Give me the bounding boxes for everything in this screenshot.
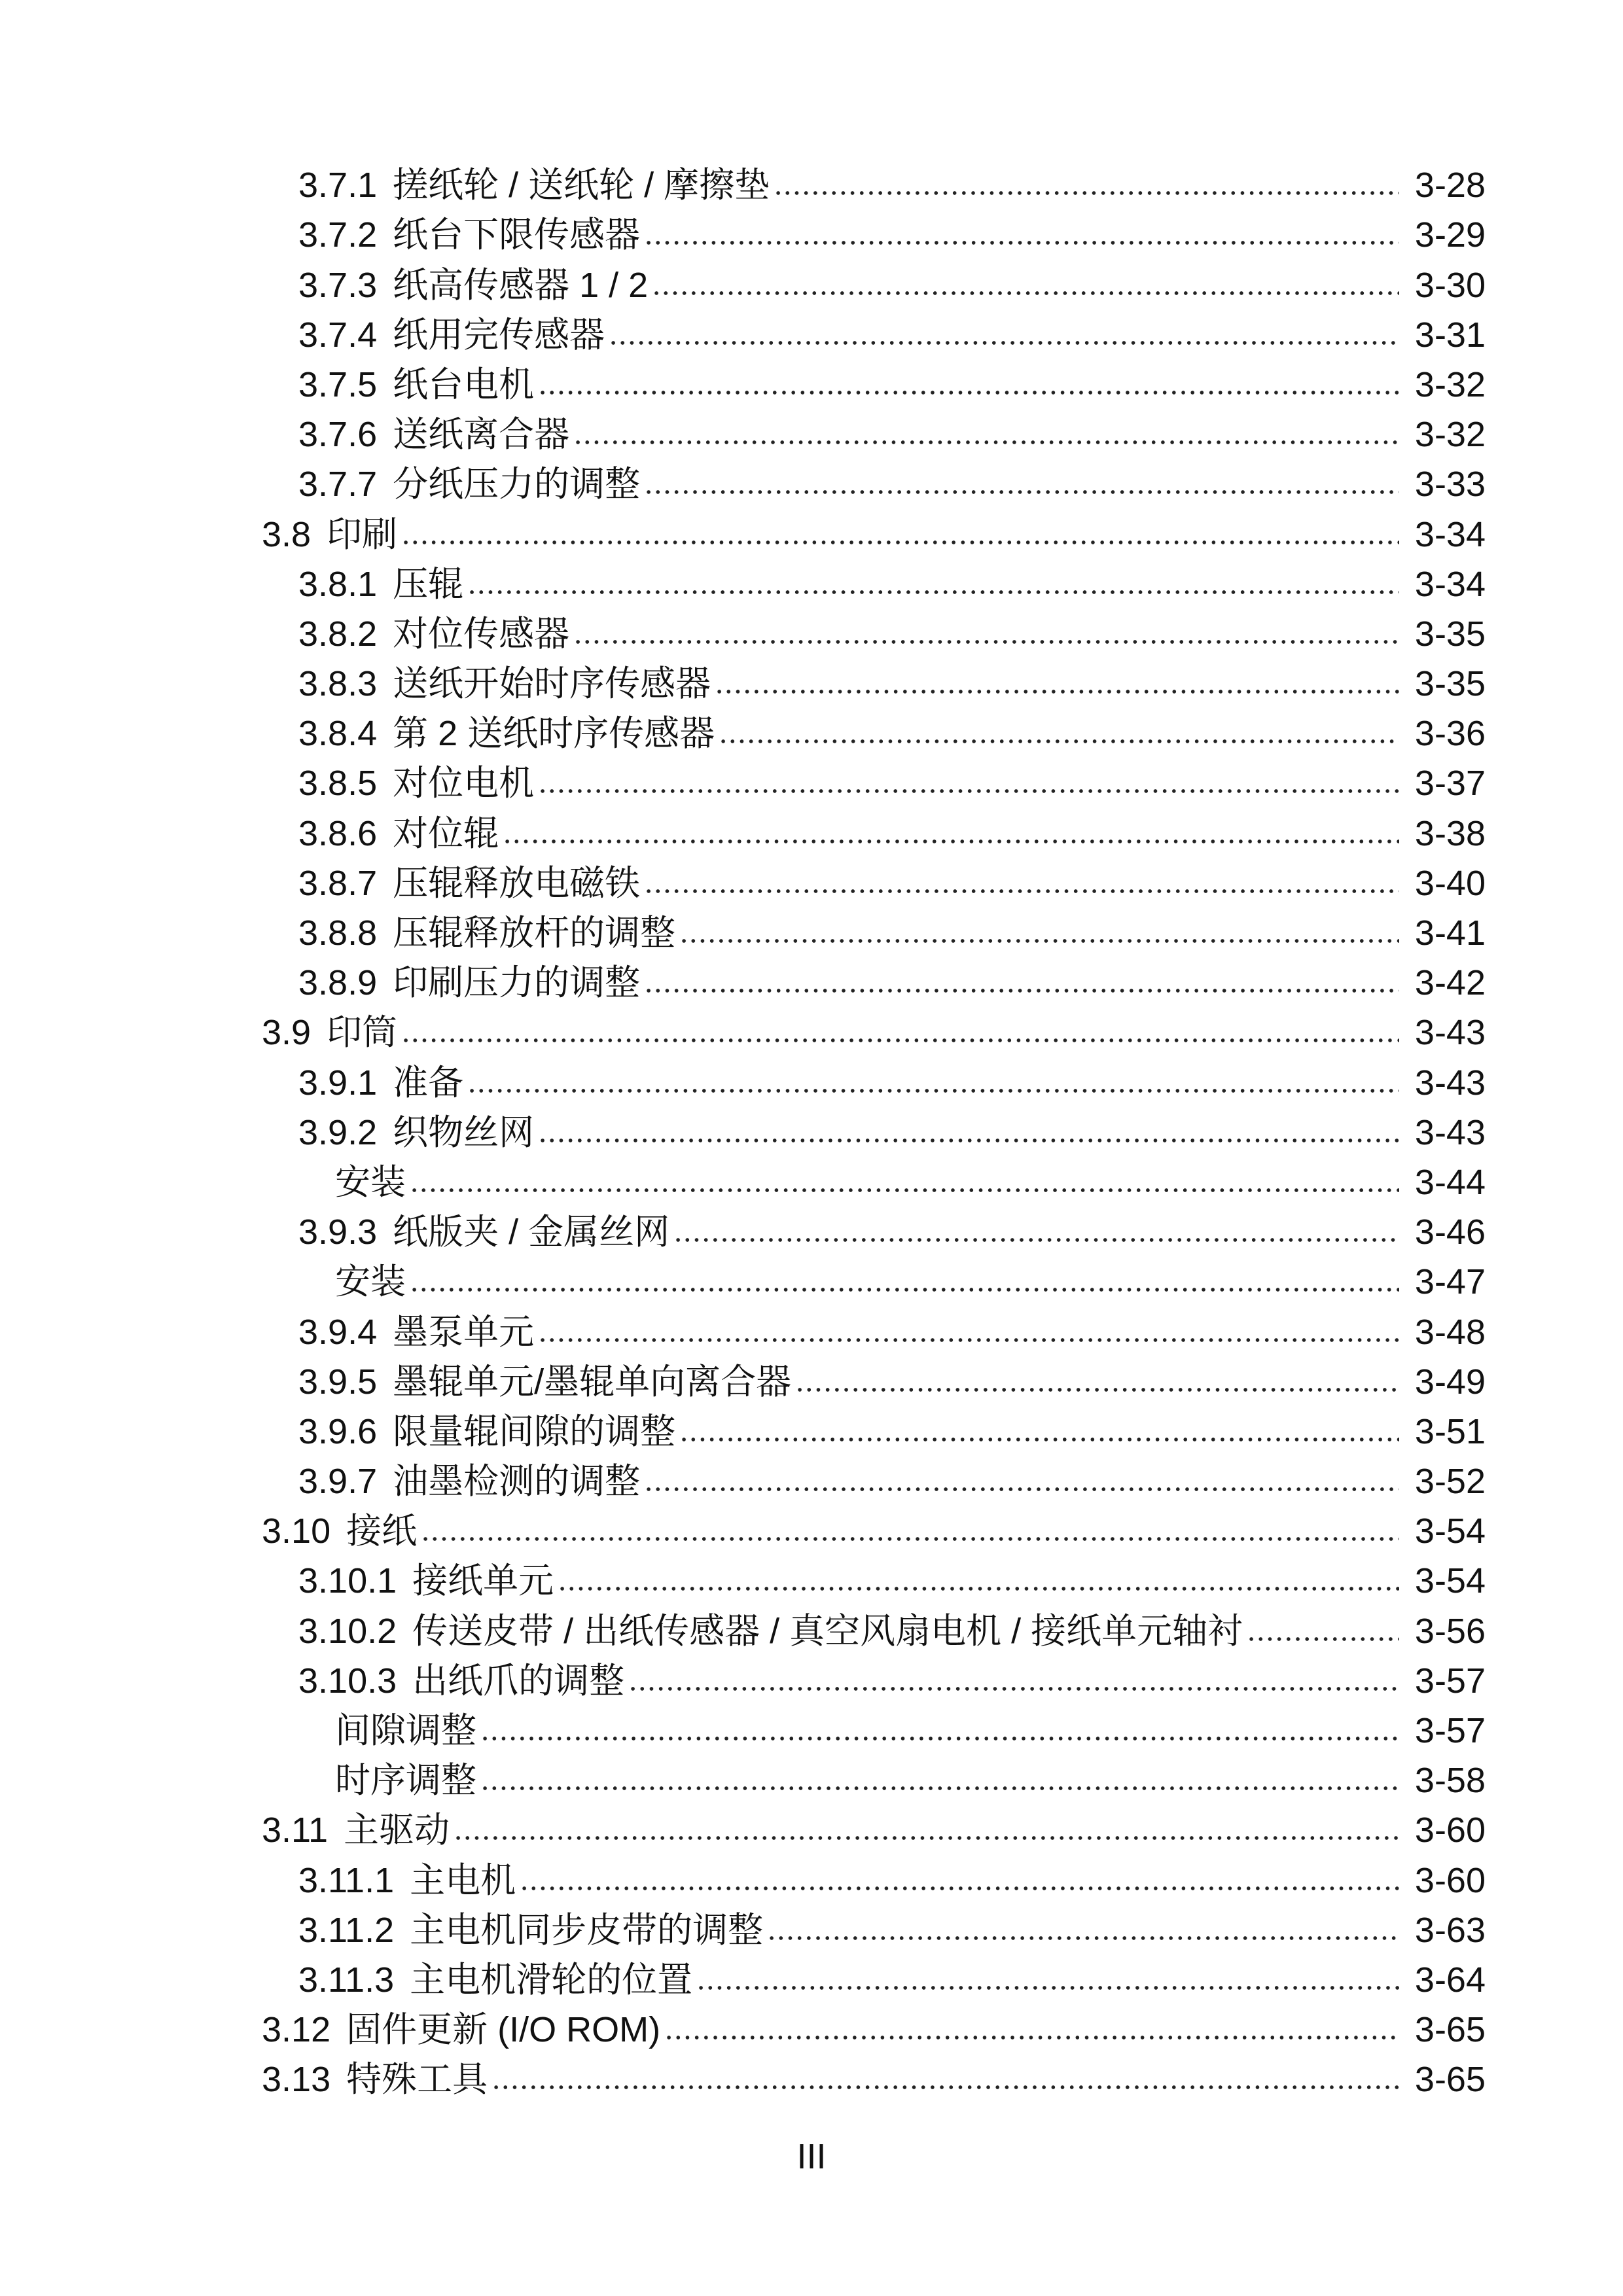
dot-leader bbox=[520, 1884, 1399, 1893]
toc-entry-title: 限量辊间隙的调整 bbox=[393, 1411, 676, 1451]
toc-entry[interactable] bbox=[262, 904, 1486, 953]
dot-leader bbox=[1247, 1634, 1399, 1644]
toc-entry[interactable] bbox=[262, 1951, 1486, 2000]
toc-entry-title: 出纸爪的调整 bbox=[412, 1661, 625, 1701]
toc-entry-page: 3-46 bbox=[1414, 1212, 1486, 1252]
toc-entry-page: 3-40 bbox=[1414, 863, 1486, 903]
page-number-footer: III bbox=[796, 2137, 827, 2176]
toc-entry-title: 接纸单元 bbox=[412, 1561, 554, 1601]
toc-entry[interactable] bbox=[262, 504, 1486, 554]
toc-entry[interactable] bbox=[262, 1850, 1486, 1900]
toc-entry-number: 3.8.1 bbox=[298, 564, 378, 604]
dot-leader bbox=[421, 1534, 1399, 1544]
toc-entry[interactable] bbox=[262, 1003, 1486, 1053]
toc-entry-heading bbox=[262, 813, 499, 854]
toc-entry[interactable] bbox=[262, 1551, 1486, 1601]
toc-entry-title: 送纸离合器 bbox=[393, 415, 570, 455]
toc-entry-heading bbox=[262, 1760, 476, 1801]
toc-entry-heading bbox=[262, 1162, 406, 1203]
toc-entry-number: 3.8.8 bbox=[298, 913, 378, 953]
toc-entry-title: 印刷压力的调整 bbox=[393, 963, 641, 1003]
toc-entry-heading bbox=[262, 1312, 534, 1352]
toc-entry[interactable] bbox=[262, 255, 1486, 305]
toc-entry-heading bbox=[262, 1461, 640, 1502]
toc-entry-heading bbox=[262, 1710, 476, 1751]
toc-entry[interactable] bbox=[262, 754, 1486, 804]
dot-leader bbox=[644, 238, 1399, 247]
toc-entry-page: 3-34 bbox=[1414, 564, 1486, 604]
toc-entry-heading bbox=[262, 1362, 791, 1402]
dot-leader bbox=[401, 1036, 1399, 1045]
toc-entry-number: 3.8.2 bbox=[298, 614, 378, 654]
toc-entry-heading bbox=[262, 1611, 1243, 1651]
toc-entry-number: 3.7.2 bbox=[298, 215, 378, 255]
toc-entry[interactable] bbox=[262, 306, 1486, 355]
toc-entry-title: 墨辊单元/墨辊单向离合器 bbox=[393, 1362, 792, 1402]
toc-entry[interactable] bbox=[262, 1651, 1486, 1701]
toc-entry-heading bbox=[262, 564, 463, 605]
toc-entry-page: 3-32 bbox=[1414, 415, 1486, 455]
toc-entry[interactable] bbox=[262, 2000, 1486, 2050]
toc-entry-title: 主电机滑轮的位置 bbox=[410, 1960, 693, 2000]
dot-leader bbox=[467, 1086, 1399, 1095]
toc-entry[interactable] bbox=[262, 953, 1486, 1003]
dot-leader bbox=[774, 188, 1399, 198]
toc-entry[interactable] bbox=[262, 1901, 1486, 1951]
toc-entry-title: 压辊 bbox=[393, 564, 464, 604]
toc-entry-number: 3.12 bbox=[262, 2010, 331, 2050]
dot-leader bbox=[696, 1983, 1399, 1992]
toc-entry-heading bbox=[262, 1063, 463, 1103]
toc-entry-number: 3.10.3 bbox=[298, 1661, 397, 1701]
toc-entry-page: 3-29 bbox=[1414, 215, 1486, 255]
toc-entry-title: 印刷 bbox=[327, 514, 398, 554]
toc-entry[interactable] bbox=[262, 1402, 1486, 1452]
toc-entry-page: 3-28 bbox=[1414, 166, 1486, 205]
toc-entry[interactable] bbox=[262, 1601, 1486, 1651]
toc-entry-title: 纸台下限传感器 bbox=[393, 215, 641, 255]
toc-entry-page: 3-57 bbox=[1414, 1661, 1486, 1701]
toc-entry-heading bbox=[262, 1810, 450, 1850]
toc-entry-number: 3.8.3 bbox=[298, 664, 378, 704]
toc-entry-page: 3-32 bbox=[1414, 364, 1486, 404]
toc-entry-title: 特殊工具 bbox=[346, 2060, 488, 2100]
toc-entry-title: 纸版夹 / 金属丝网 bbox=[393, 1212, 670, 1252]
toc-entry-page: 3-56 bbox=[1414, 1611, 1486, 1651]
toc-entry[interactable] bbox=[262, 654, 1486, 704]
dot-leader bbox=[454, 1833, 1399, 1843]
toc-list bbox=[262, 156, 1486, 2100]
toc-entry[interactable] bbox=[262, 1701, 1486, 1751]
dot-leader bbox=[410, 1186, 1399, 1195]
toc-entry-title: 第 2 送纸时序传感器 bbox=[393, 714, 715, 754]
toc-entry[interactable] bbox=[262, 1352, 1486, 1402]
toc-entry-page: 3-65 bbox=[1414, 2010, 1486, 2050]
toc-entry-heading bbox=[262, 414, 569, 455]
toc-entry-number: 3.11 bbox=[262, 1810, 329, 1850]
toc-entry[interactable] bbox=[262, 1103, 1486, 1153]
toc-entry-title: 主电机同步皮带的调整 bbox=[410, 1910, 764, 1950]
dot-leader bbox=[795, 1385, 1399, 1394]
toc-entry-title: 印筒 bbox=[327, 1013, 398, 1053]
table-of-contents bbox=[262, 156, 1486, 2100]
toc-entry-page: 3-65 bbox=[1414, 2060, 1486, 2100]
toc-entry[interactable] bbox=[262, 704, 1486, 754]
toc-entry-number: 3.9.3 bbox=[298, 1212, 378, 1252]
toc-entry[interactable] bbox=[262, 854, 1486, 904]
toc-entry-number: 3.8.4 bbox=[298, 714, 378, 754]
toc-entry-page: 3-33 bbox=[1414, 465, 1486, 504]
toc-entry-page: 3-60 bbox=[1414, 1860, 1486, 1900]
toc-entry-title: 间隙调整 bbox=[335, 1711, 476, 1750]
toc-entry-heading bbox=[262, 1661, 624, 1701]
toc-entry-page: 3-52 bbox=[1414, 1462, 1486, 1502]
toc-entry-page: 3-43 bbox=[1414, 1063, 1486, 1103]
toc-entry-page: 3-31 bbox=[1414, 315, 1486, 355]
toc-entry-heading bbox=[262, 614, 569, 654]
toc-entry-page: 3-43 bbox=[1414, 1112, 1486, 1152]
dot-leader bbox=[679, 1435, 1399, 1444]
toc-entry-heading bbox=[262, 913, 675, 953]
dot-leader bbox=[644, 487, 1399, 497]
toc-entry-title: 对位传感器 bbox=[393, 614, 570, 654]
dot-leader bbox=[679, 936, 1399, 945]
dot-leader bbox=[491, 2083, 1399, 2092]
dot-leader bbox=[558, 1584, 1399, 1593]
toc-entry[interactable] bbox=[262, 1302, 1486, 1352]
toc-entry[interactable] bbox=[262, 1502, 1486, 1551]
toc-entry-number: 3.8.7 bbox=[298, 863, 378, 903]
toc-entry-heading bbox=[262, 315, 605, 355]
dot-leader bbox=[538, 786, 1399, 796]
toc-entry-title: 传送皮带 / 出纸传感器 / 真空风扇电机 / 接纸单元轴衬 bbox=[412, 1611, 1243, 1651]
toc-entry-heading bbox=[262, 1910, 763, 1951]
toc-entry-title: 织物丝网 bbox=[393, 1112, 535, 1152]
dot-leader bbox=[767, 1934, 1399, 1943]
toc-entry-heading bbox=[262, 364, 534, 405]
dot-leader bbox=[467, 588, 1399, 597]
toc-entry-page: 3-54 bbox=[1414, 1561, 1486, 1601]
toc-entry[interactable] bbox=[262, 1452, 1486, 1502]
toc-entry-heading bbox=[262, 1511, 417, 1551]
dot-leader bbox=[609, 338, 1399, 347]
toc-entry-heading bbox=[262, 713, 715, 754]
toc-entry-title: 固件更新 (I/O ROM) bbox=[346, 2010, 661, 2050]
toc-entry-heading bbox=[262, 963, 640, 1003]
dot-leader bbox=[644, 986, 1399, 995]
toc-entry-page: 3-37 bbox=[1414, 764, 1486, 804]
toc-entry[interactable] bbox=[262, 405, 1486, 455]
toc-entry-number: 3.7.3 bbox=[298, 265, 378, 305]
toc-entry[interactable] bbox=[262, 804, 1486, 853]
dot-leader bbox=[538, 388, 1399, 397]
toc-entry-title: 压辊释放杆的调整 bbox=[393, 913, 676, 953]
toc-entry-number: 3.11.3 bbox=[298, 1960, 395, 2000]
toc-entry-title: 安装 bbox=[335, 1162, 406, 1202]
dot-leader bbox=[719, 737, 1399, 746]
toc-entry-heading bbox=[262, 763, 534, 804]
toc-entry-number: 3.9.2 bbox=[298, 1112, 378, 1152]
toc-entry[interactable] bbox=[262, 156, 1486, 205]
toc-entry-page: 3-42 bbox=[1414, 963, 1486, 1003]
toc-entry-number: 3.8 bbox=[262, 514, 312, 554]
dot-leader bbox=[664, 2033, 1399, 2042]
toc-entry-number: 3.7.4 bbox=[298, 315, 378, 355]
toc-entry-title: 纸高传感器 1 / 2 bbox=[393, 265, 649, 305]
toc-entry-number: 3.8.6 bbox=[298, 813, 378, 853]
dot-leader bbox=[410, 1285, 1399, 1294]
toc-entry-number: 3.9 bbox=[262, 1013, 312, 1053]
toc-entry-number: 3.7.5 bbox=[298, 364, 378, 404]
toc-entry-title: 时序调整 bbox=[335, 1761, 476, 1801]
toc-entry-title: 压辊释放电磁铁 bbox=[393, 863, 641, 903]
toc-entry-title: 油墨检测的调整 bbox=[393, 1462, 641, 1502]
toc-entry-heading bbox=[262, 265, 648, 306]
dot-leader bbox=[538, 1136, 1399, 1145]
toc-entry-page: 3-44 bbox=[1414, 1162, 1486, 1202]
toc-entry-page: 3-58 bbox=[1414, 1761, 1486, 1801]
toc-entry-heading bbox=[262, 1561, 554, 1601]
toc-entry-heading bbox=[262, 1212, 669, 1252]
toc-entry-page: 3-35 bbox=[1414, 614, 1486, 654]
toc-entry-number: 3.10.2 bbox=[298, 1611, 397, 1651]
toc-entry[interactable] bbox=[262, 1153, 1486, 1203]
dot-leader bbox=[573, 438, 1399, 447]
dot-leader bbox=[673, 1235, 1399, 1245]
toc-entry-heading bbox=[262, 464, 640, 504]
toc-entry-heading bbox=[262, 1860, 516, 1901]
toc-entry-page: 3-49 bbox=[1414, 1362, 1486, 1402]
toc-entry-heading bbox=[262, 2009, 660, 2050]
toc-entry-number: 3.11.1 bbox=[298, 1860, 395, 1900]
toc-entry[interactable] bbox=[262, 1801, 1486, 1850]
dot-leader bbox=[644, 1485, 1399, 1494]
toc-entry-page: 3-63 bbox=[1414, 1910, 1486, 1950]
toc-entry-title: 准备 bbox=[393, 1063, 464, 1103]
dot-leader bbox=[480, 1784, 1399, 1793]
toc-entry-heading bbox=[262, 1960, 692, 2000]
toc-entry-heading bbox=[262, 1262, 406, 1302]
toc-entry[interactable] bbox=[262, 1252, 1486, 1302]
toc-entry-heading bbox=[262, 1112, 534, 1153]
toc-entry-page: 3-57 bbox=[1414, 1711, 1486, 1750]
toc-entry-page: 3-64 bbox=[1414, 1960, 1486, 2000]
toc-entry-heading bbox=[262, 1012, 397, 1053]
toc-entry-page: 3-54 bbox=[1414, 1511, 1486, 1551]
toc-entry-page: 3-35 bbox=[1414, 664, 1486, 704]
toc-entry-page: 3-36 bbox=[1414, 714, 1486, 754]
toc-entry-title: 分纸压力的调整 bbox=[393, 465, 641, 504]
dot-leader bbox=[644, 887, 1399, 896]
toc-entry-page: 3-47 bbox=[1414, 1262, 1486, 1302]
toc-entry-number: 3.9.7 bbox=[298, 1462, 378, 1502]
toc-entry[interactable] bbox=[262, 1203, 1486, 1252]
toc-entry-heading bbox=[262, 514, 397, 555]
toc-entry-number: 3.10.1 bbox=[298, 1561, 397, 1601]
toc-entry-title: 对位辊 bbox=[393, 813, 499, 853]
toc-entry[interactable] bbox=[262, 1053, 1486, 1103]
dot-leader bbox=[573, 637, 1399, 646]
toc-entry-number: 3.7.7 bbox=[298, 465, 378, 504]
toc-entry-title: 安装 bbox=[335, 1262, 406, 1302]
toc-entry-number: 3.10 bbox=[262, 1511, 331, 1551]
toc-entry-page: 3-30 bbox=[1414, 265, 1486, 305]
toc-entry-number: 3.8.5 bbox=[298, 764, 378, 804]
toc-entry-title: 搓纸轮 / 送纸轮 / 摩擦垫 bbox=[393, 166, 770, 205]
toc-entry-page: 3-41 bbox=[1414, 913, 1486, 953]
toc-entry-title: 主电机 bbox=[410, 1860, 516, 1900]
toc-entry[interactable] bbox=[262, 2050, 1486, 2100]
toc-entry[interactable] bbox=[262, 605, 1486, 654]
dot-leader bbox=[538, 1335, 1399, 1345]
dot-leader bbox=[401, 538, 1399, 547]
toc-entry[interactable] bbox=[262, 1751, 1486, 1801]
toc-entry-number: 3.11.2 bbox=[298, 1910, 395, 1950]
dot-leader bbox=[652, 289, 1399, 298]
toc-entry-number: 3.9.5 bbox=[298, 1362, 378, 1402]
toc-entry-title: 墨泵单元 bbox=[393, 1312, 535, 1352]
toc-entry-number: 3.7.1 bbox=[298, 166, 378, 205]
toc-entry-heading bbox=[262, 1411, 675, 1452]
toc-entry[interactable] bbox=[262, 205, 1486, 255]
toc-entry-title: 纸台电机 bbox=[393, 364, 535, 404]
toc-entry-heading bbox=[262, 165, 770, 205]
dot-leader bbox=[503, 837, 1399, 846]
toc-entry-title: 送纸开始时序传感器 bbox=[393, 664, 711, 704]
toc-entry-title: 对位电机 bbox=[393, 764, 535, 804]
toc-entry-page: 3-34 bbox=[1414, 514, 1486, 554]
toc-entry-heading bbox=[262, 2059, 488, 2100]
toc-entry-title: 主驱动 bbox=[344, 1810, 450, 1850]
toc-entry-page: 3-60 bbox=[1414, 1810, 1486, 1850]
toc-entry-number: 3.9.1 bbox=[298, 1063, 378, 1103]
dot-leader bbox=[480, 1734, 1399, 1743]
toc-entry-number: 3.8.9 bbox=[298, 963, 378, 1003]
toc-entry-page: 3-48 bbox=[1414, 1312, 1486, 1352]
toc-entry-title: 接纸 bbox=[346, 1511, 418, 1551]
dot-leader bbox=[715, 687, 1399, 696]
toc-entry[interactable] bbox=[262, 555, 1486, 605]
toc-entry[interactable] bbox=[262, 355, 1486, 405]
toc-entry-number: 3.9.4 bbox=[298, 1312, 378, 1352]
toc-entry-page: 3-38 bbox=[1414, 813, 1486, 853]
toc-entry-heading bbox=[262, 863, 640, 904]
toc-entry-heading bbox=[262, 215, 640, 255]
toc-entry-title: 纸用完传感器 bbox=[393, 315, 605, 355]
toc-entry-number: 3.9.6 bbox=[298, 1411, 378, 1451]
toc-entry-heading bbox=[262, 663, 711, 704]
toc-entry-number: 3.13 bbox=[262, 2060, 331, 2100]
toc-entry-page: 3-51 bbox=[1414, 1411, 1486, 1451]
dot-leader bbox=[628, 1684, 1399, 1693]
toc-entry-page: 3-43 bbox=[1414, 1013, 1486, 1053]
toc-entry[interactable] bbox=[262, 455, 1486, 504]
toc-entry-number: 3.7.6 bbox=[298, 415, 378, 455]
